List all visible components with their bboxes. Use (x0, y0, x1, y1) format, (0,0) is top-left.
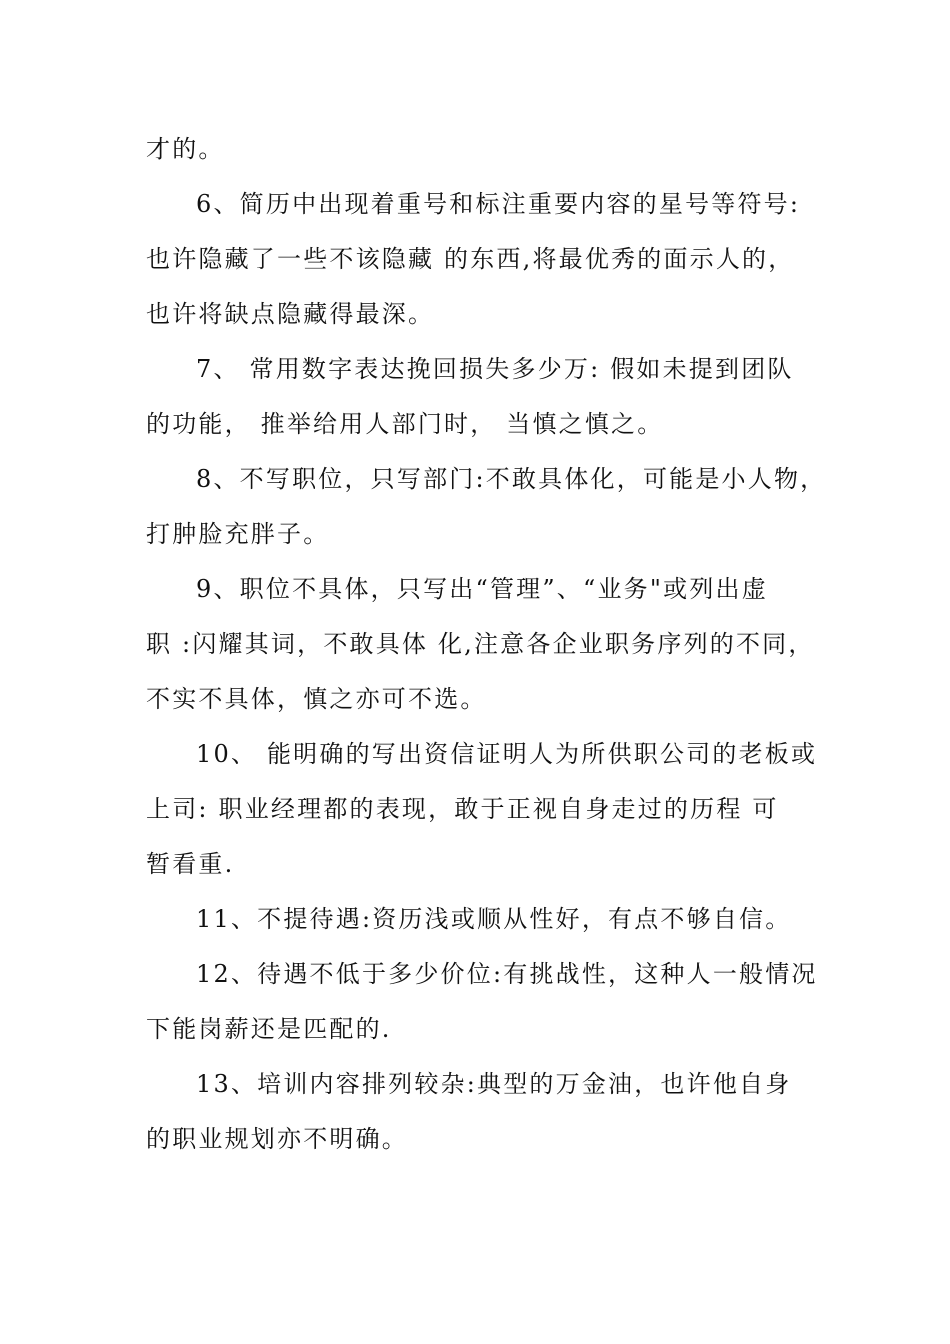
text-line: 6、简历中出现着重号和标注重要内容的星号等符号: (196, 190, 801, 218)
text-line: 9、职位不具体，只写出“管理”、“业务"或列出虚 (196, 575, 768, 603)
text-line: 也许将缺点隐藏得最深。 (146, 300, 435, 328)
text-line: 12、待遇不低于多少价位:有挑战性，这种人一般情况 (196, 960, 818, 988)
text-line: 不实不具体，慎之亦可不选。 (146, 685, 487, 713)
text-line: 打肿脸充胖子。 (146, 520, 330, 548)
text-line: 上司: 职业经理都的表现，敢于正视自身走过的历程 可 (146, 795, 779, 823)
text-line: 的职业规划亦不明确。 (146, 1125, 408, 1153)
text-line: 13、培训内容排列较杂:典型的万金油，也许他自身 (196, 1070, 792, 1098)
text-line: 11、不提待遇:资历浅或顺从性好，有点不够自信。 (196, 905, 792, 933)
text-line: 才的。 (146, 135, 225, 163)
text-line: 下能岗薪还是匹配的. (146, 1015, 392, 1043)
text-line: 7、 常用数字表达挽回损失多少万: 假如未提到团队 (196, 355, 794, 383)
text-line: 8、不写职位，只写部门:不敢具体化，可能是小人物， (196, 465, 826, 493)
text-line: 的功能， 推举给用人部门时， 当慎之慎之。 (146, 410, 664, 438)
text-line: 10、 能明确的写出资信证明人为所供职公司的老板或 (196, 740, 818, 768)
text-line: 暂看重. (146, 850, 235, 878)
text-line: 也许隐藏了一些不该隐藏 的东西,将最优秀的面示人的， (146, 245, 795, 273)
text-line: 职 :闪耀其词，不敢具体 化,注意各企业职务序列的不同， (146, 630, 815, 658)
